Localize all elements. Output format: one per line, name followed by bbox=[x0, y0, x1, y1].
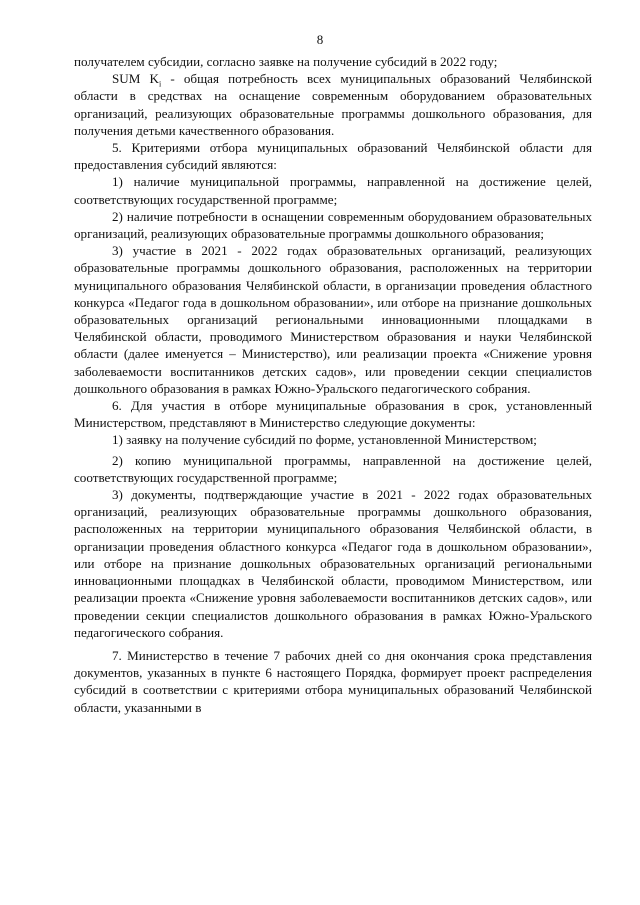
paragraph-clause-5: 5. Критериями отбора муниципальных образований Челябинской области для предоставления субсидий являются: bbox=[74, 140, 592, 173]
paragraph-document-1: 1) заявку на получение субсидий по форме, установленной Министерством; bbox=[112, 432, 537, 448]
paragraph-criterion-1: 1) наличие муниципальной программы, направленной на достижение целей, соответствующих государственной программе; bbox=[74, 174, 592, 207]
paragraph-clause-7: 7. Министерство в течение 7 рабочих дней со дня окончания срока представления документов, указанных в пункте 6 настоящего Порядка, формирует проект распределения субсидий в соответствии с критериями отбора муниципальных образований Челябинской области, указанными в bbox=[74, 647, 592, 715]
paragraph-criterion-3: 3) участие в 2021 - 2022 годах образовательных организаций, реализующих образовательные программы дошкольного образования, расположенных на территории муниципального образования Челябинской области, в организации проведения областного конкурса «Педагог года в дошкольном образовании», или отборе на признание дошкольных образовательных организаций региональными инновационными площадками в Челябинской области, проводимого Министерством образования и науки Челябинской области (далее именуется – Министерство), или реализации проекта «Снижение уровня заболеваемости воспитанников детских садов», или проведении секции специалистов дошкольного образования в рамках Южно-Уральского педагогического собрания. bbox=[74, 243, 592, 396]
page-number: 8 bbox=[316, 32, 324, 47]
paragraph-criterion-2: 2) наличие потребности в оснащении современным оборудованием образовательных организаций, реализующих образовательные программы дошкольного образования; bbox=[74, 208, 592, 242]
paragraph-document-3: 3) документы, подтверждающие участие в 2021 - 2022 годах образовательных организаций, реализующих образовательные программы дошкольного образования, расположенных на территории муниципального образования Челябинской области, в организации проведения областного конкурса «Педагог года в дошкольном образовании», или отборе на признание дошкольных образовательных организаций региональными инновационными площадках в Челябинской области, проводимом Министерством, или реализации проекта «Снижение уровня заболеваемости воспитанников детских садов», или проведении секции специалистов дошкольного образования в рамках Южно-Уральского педагогического собрания. bbox=[74, 487, 592, 640]
paragraph-document-2: 2) копию муниципальной программы, направленной на достижение целей, соответствующих государственной программе; bbox=[74, 452, 592, 485]
document-body bbox=[74, 53, 592, 716]
formula-symbol: SUM K bbox=[112, 71, 159, 87]
formula-subscript: i bbox=[158, 79, 162, 89]
paragraph-continuation: получателем субсидии, согласно заявке на получение субсидий в 2022 году; bbox=[74, 54, 498, 69]
paragraph-sum-definition bbox=[74, 70, 592, 139]
formula-description: - общая потребность всех муниципальных образований Челябинской области в средствах на оснащение современным оборудованием образовательных организаций, реализующих образовательные программы дошкольного образования, для получения детьми качественного образования. bbox=[74, 71, 592, 138]
paragraph-clause-6: 6. Для участия в отборе муниципальные образования в срок, установленный Министерством, представляют в Министерство следующие документы: bbox=[74, 398, 592, 431]
